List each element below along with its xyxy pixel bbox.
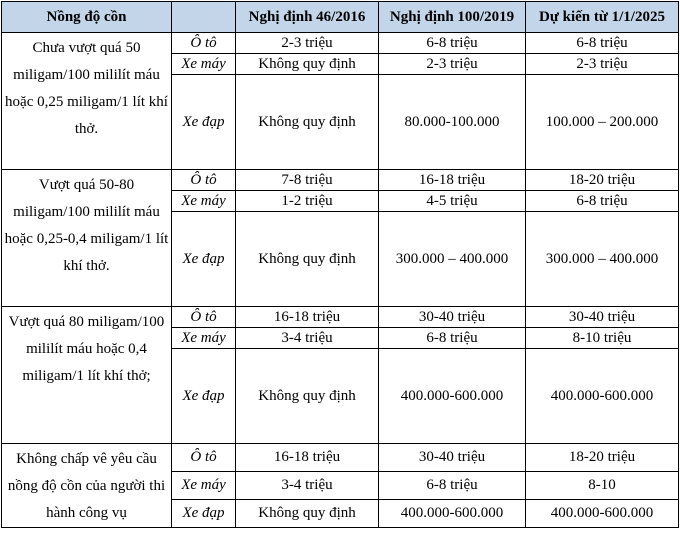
vehicle-cell: Ô tô bbox=[172, 33, 236, 54]
fine-nd46-cell: 1-2 triệu bbox=[236, 191, 379, 212]
fine-2025-cell: 18-20 triệu bbox=[526, 170, 679, 191]
vehicle-cell: Xe máy bbox=[172, 472, 236, 500]
header-alcohol-level: Nồng độ cồn bbox=[2, 2, 172, 33]
fine-2025-cell: 6-8 triệu bbox=[526, 33, 679, 54]
fine-2025-cell: 6-8 triệu bbox=[526, 191, 679, 212]
fine-nd100-cell: 4-5 triệu bbox=[379, 191, 526, 212]
table-row bbox=[2, 170, 679, 191]
alcohol-level-cell: Chưa vượt quá 50 miligam/100 mililít máu hoặc 0,25 miligam/1 lít khí thở. bbox=[2, 33, 172, 170]
fine-nd100-cell: 30-40 triệu bbox=[379, 444, 526, 472]
header-expected-2025: Dự kiến từ 1/1/2025 bbox=[526, 2, 679, 33]
fine-nd46-cell: Không quy định bbox=[236, 54, 379, 75]
fine-nd46-cell: 3-4 triệu bbox=[236, 472, 379, 500]
header-row bbox=[2, 2, 679, 33]
vehicle-cell: Ô tô bbox=[172, 307, 236, 328]
fine-2025-cell: 400.000-600.000 bbox=[526, 349, 679, 444]
fine-comparison-table bbox=[1, 1, 679, 528]
fine-2025-cell: 100.000 – 200.000 bbox=[526, 75, 679, 170]
fine-nd100-cell: 6-8 triệu bbox=[379, 33, 526, 54]
fine-nd46-cell: 2-3 triệu bbox=[236, 33, 379, 54]
header-vehicle bbox=[172, 2, 236, 33]
fine-nd46-cell: Không quy định bbox=[236, 500, 379, 528]
fine-nd46-cell: 3-4 triệu bbox=[236, 328, 379, 349]
fine-nd46-cell: 7-8 triệu bbox=[236, 170, 379, 191]
fine-nd46-cell: 16-18 triệu bbox=[236, 444, 379, 472]
fine-nd100-cell: 6-8 triệu bbox=[379, 472, 526, 500]
fine-nd100-cell: 6-8 triệu bbox=[379, 328, 526, 349]
vehicle-cell: Xe đạp bbox=[172, 212, 236, 307]
alcohol-level-cell: Không chấp vê yêu cầu nồng độ cồn của người thi hành công vụ bbox=[2, 444, 172, 528]
fine-nd100-cell: 300.000 – 400.000 bbox=[379, 212, 526, 307]
fine-nd46-cell: Không quy định bbox=[236, 75, 379, 170]
fine-2025-cell: 30-40 triệu bbox=[526, 307, 679, 328]
vehicle-cell: Xe đạp bbox=[172, 75, 236, 170]
fine-nd46-cell: Không quy định bbox=[236, 349, 379, 444]
fine-2025-cell: 2-3 triệu bbox=[526, 54, 679, 75]
vehicle-cell: Ô tô bbox=[172, 170, 236, 191]
fine-2025-cell: 400.000-600.000 bbox=[526, 500, 679, 528]
fine-2025-cell: 300.000 – 400.000 bbox=[526, 212, 679, 307]
vehicle-cell: Xe đạp bbox=[172, 500, 236, 528]
fine-nd100-cell: 16-18 triệu bbox=[379, 170, 526, 191]
vehicle-cell: Xe máy bbox=[172, 54, 236, 75]
header-decree-100-2019: Nghị định 100/2019 bbox=[379, 2, 526, 33]
fine-nd100-cell: 30-40 triệu bbox=[379, 307, 526, 328]
table-row bbox=[2, 444, 679, 472]
vehicle-cell: Xe máy bbox=[172, 191, 236, 212]
header-decree-46-2016: Nghị định 46/2016 bbox=[236, 2, 379, 33]
fine-nd100-cell: 400.000-600.000 bbox=[379, 349, 526, 444]
vehicle-cell: Xe đạp bbox=[172, 349, 236, 444]
fine-2025-cell: 18-20 triệu bbox=[526, 444, 679, 472]
alcohol-level-cell: Vượt quá 50-80 miligam/100 mililít máu hoặc 0,25-0,4 miligam/1 lít khí thở. bbox=[2, 170, 172, 307]
vehicle-cell: Ô tô bbox=[172, 444, 236, 472]
vehicle-cell: Xe máy bbox=[172, 328, 236, 349]
table-row bbox=[2, 307, 679, 328]
fine-nd100-cell: 400.000-600.000 bbox=[379, 500, 526, 528]
fine-2025-cell: 8-10 bbox=[526, 472, 679, 500]
fine-nd100-cell: 2-3 triệu bbox=[379, 54, 526, 75]
fine-nd100-cell: 80.000-100.000 bbox=[379, 75, 526, 170]
table-row bbox=[2, 33, 679, 54]
fine-2025-cell: 8-10 triệu bbox=[526, 328, 679, 349]
fine-nd46-cell: Không quy định bbox=[236, 212, 379, 307]
fine-nd46-cell: 16-18 triệu bbox=[236, 307, 379, 328]
alcohol-level-cell: Vượt quá 80 miligam/100 mililít máu hoặc 0,4 miligam/1 lít khí thở; bbox=[2, 307, 172, 444]
